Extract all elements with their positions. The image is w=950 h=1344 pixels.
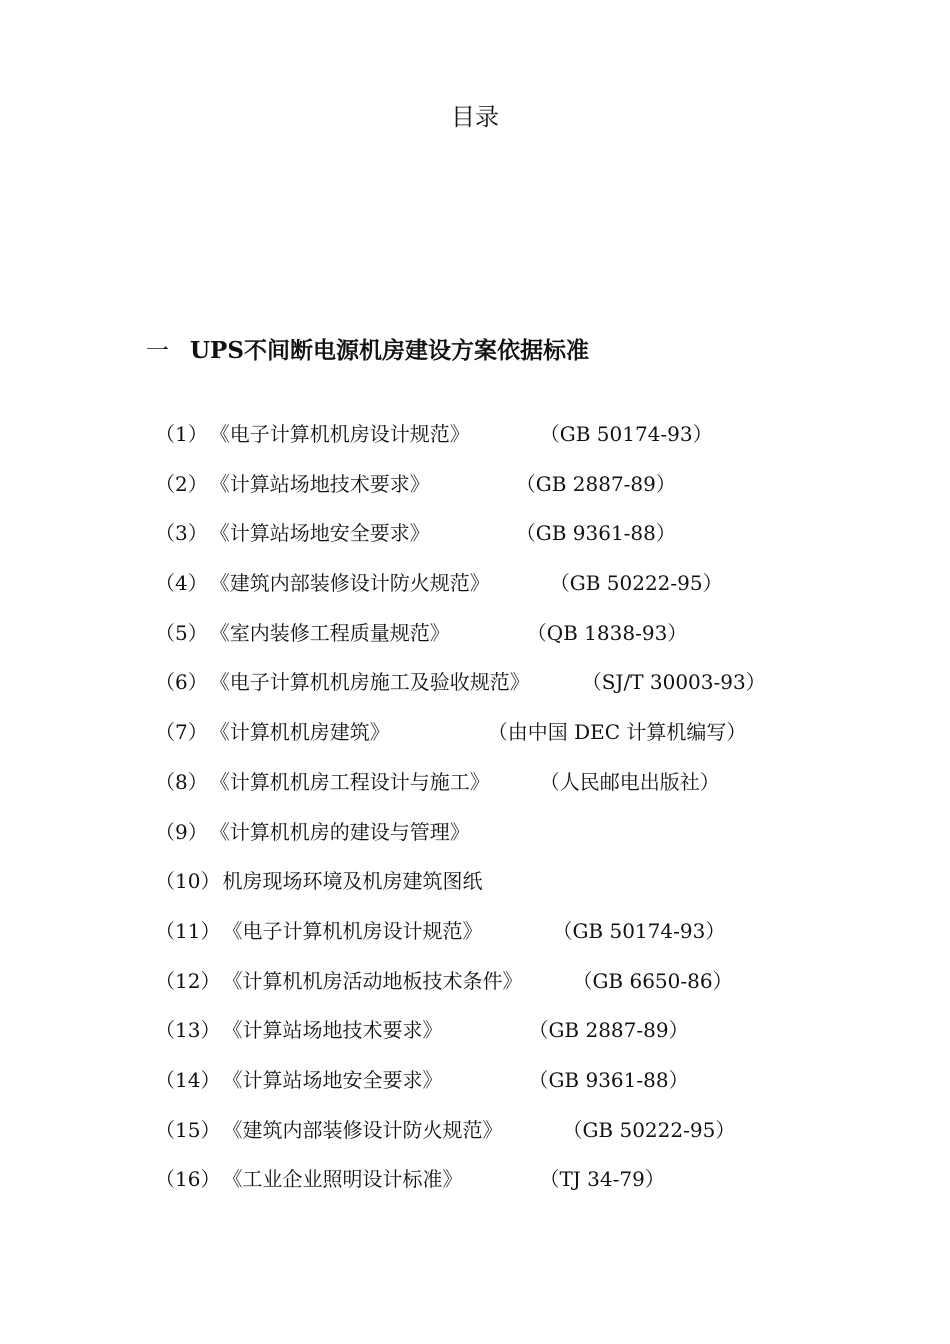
list-item-code: （GB 50222-95） [549,571,723,596]
list-item-code: （TJ 34-79） [539,1167,665,1192]
list-item [155,1159,766,1209]
list-item [155,513,766,563]
list-item [155,613,766,663]
list-item-code: （GB 6650-86） [572,968,733,993]
list-item-number: （4） [155,571,208,596]
list-item-number: （12） [155,968,221,993]
list-item-number: （14） [155,1067,221,1092]
list-item-number: （2） [155,471,208,496]
section-heading [146,334,589,368]
reference-list [155,414,766,1209]
list-item-title: 《建筑内部装修设计防火规范》 [222,1117,503,1142]
list-item-number: （15） [155,1117,221,1142]
list-item [155,563,766,613]
list-item-code: （GB 50174-93） [539,422,713,446]
list-item-title: 《计算站场地安全要求》 [209,521,430,546]
list-item-number: （13） [155,1018,221,1043]
list-item-title: 《工业企业照明设计标准》 [222,1167,463,1192]
list-item-title: 《计算站场地安全要求》 [222,1067,443,1092]
list-item-code: （GB 2887-89） [515,471,676,496]
list-item-title: 《电子计算机机房设计规范》 [209,422,470,446]
list-item-title: 《建筑内部装修设计防火规范》 [209,571,490,596]
list-item-title: 《计算站场地技术要求》 [209,471,430,496]
list-item [155,662,766,712]
list-item-title: 《计算机机房建筑》 [209,720,390,745]
list-item-code: （SJ/T 30003-93） [581,670,766,695]
list-item-number: （11） [155,918,221,943]
list-item-code: （GB 9361-88） [528,1067,689,1092]
list-item-number: （5） [155,620,208,645]
list-item-title: 《室内装修工程质量规范》 [209,620,450,645]
list-item [155,1060,766,1110]
list-item [155,812,766,862]
list-item-title: 《计算机机房工程设计与施工》 [209,769,490,794]
list-item [155,762,766,812]
list-item-number: （8） [155,769,208,794]
list-item-code: （QB 1838-93） [526,620,688,645]
list-item-code: （GB 50174-93） [552,918,726,943]
list-item [155,464,766,514]
list-item-code: （人民邮电出版社） [539,769,720,794]
list-item-title: 《电子计算机机房施工及验收规范》 [209,670,530,695]
list-item-number: （9） [155,819,208,844]
list-item-title: 《电子计算机机房设计规范》 [222,918,483,943]
section-number: 一 [146,338,169,364]
list-item-number: （6） [155,670,208,695]
list-item-number: （10） [155,869,221,894]
list-item [155,1010,766,1060]
list-item-code: （GB 9361-88） [515,521,676,546]
list-item-number: （16） [155,1167,221,1192]
list-item [155,414,766,464]
list-item [155,911,766,961]
list-item [155,961,766,1011]
list-item-number: （1） [155,422,208,446]
list-item-number: （3） [155,521,208,546]
list-item-title: 机房现场环境及机房建筑图纸 [222,869,483,894]
list-item-number: （7） [155,720,208,745]
list-item [155,861,766,911]
list-item-code: （由中国 DEC 计算机编写） [487,720,747,745]
list-item-code: （GB 2887-89） [528,1018,689,1043]
list-item-title: 《计算站场地技术要求》 [222,1018,443,1043]
list-item-title: 《计算机机房活动地板技术条件》 [222,968,523,993]
list-item-code: （GB 50222-95） [562,1117,736,1142]
section-title: UPS不间断电源机房建设方案依据标准 [190,337,589,364]
list-item-title: 《计算机机房的建设与管理》 [209,819,470,844]
list-item [155,712,766,762]
page-title: 目录 [451,103,499,131]
list-item [155,1110,766,1160]
